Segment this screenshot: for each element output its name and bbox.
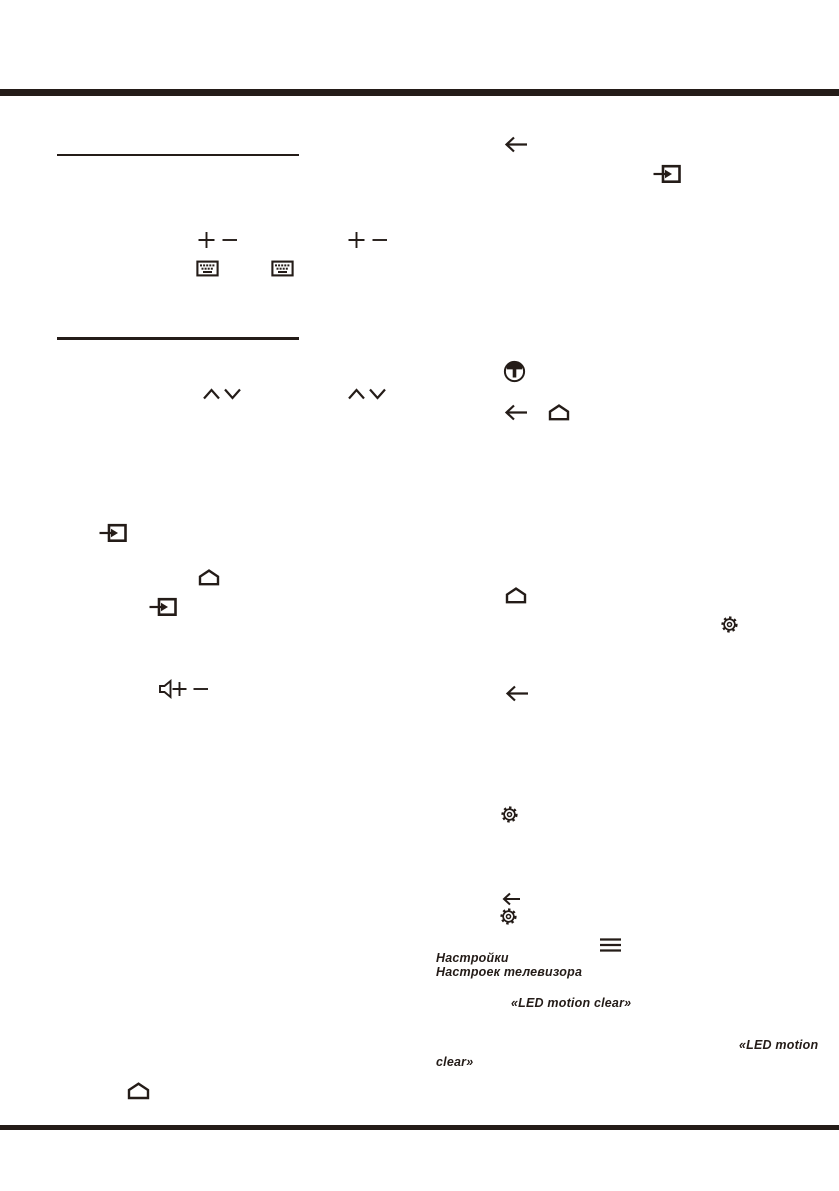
- section-rule-thick: [57, 337, 299, 340]
- plus-minus-icon: [197, 231, 239, 249]
- volume-plus-minus-icon: [158, 678, 216, 700]
- tv-settings-label: Настроек телевизора: [436, 965, 583, 979]
- settings-gear-icon: [500, 908, 517, 925]
- led-motion-clear-label: «LED motion clear»: [511, 996, 632, 1010]
- settings-gear-icon: [721, 616, 738, 633]
- led-motion-clear-wrap-line2: clear»: [436, 1055, 474, 1069]
- keyboard-icon: [196, 259, 219, 278]
- keyboard-icon: [271, 259, 294, 278]
- plus-minus-icon: [347, 231, 389, 249]
- back-icon: [505, 685, 529, 702]
- menu-icon: [599, 937, 622, 953]
- led-motion-clear-wrap-line1: «LED motion: [739, 1038, 819, 1052]
- channel-up-down-icon: [347, 387, 387, 401]
- settings-menu-label: Настройки: [436, 951, 509, 965]
- section-rule-thin: [57, 154, 299, 156]
- home-icon: [548, 404, 570, 421]
- source-icon: [653, 164, 682, 184]
- page-top-rule: [0, 89, 839, 96]
- home-icon: [198, 569, 220, 586]
- settings-gear-icon: [501, 806, 518, 823]
- back-icon: [504, 404, 528, 421]
- back-icon: [504, 136, 528, 153]
- live-tv-icon: [503, 360, 526, 383]
- back-icon: [502, 892, 521, 906]
- source-icon: [149, 597, 178, 617]
- page-bottom-rule: [0, 1125, 839, 1130]
- channel-up-down-icon: [202, 387, 242, 401]
- home-icon: [505, 587, 527, 604]
- home-icon: [127, 1082, 150, 1100]
- source-icon: [99, 523, 128, 543]
